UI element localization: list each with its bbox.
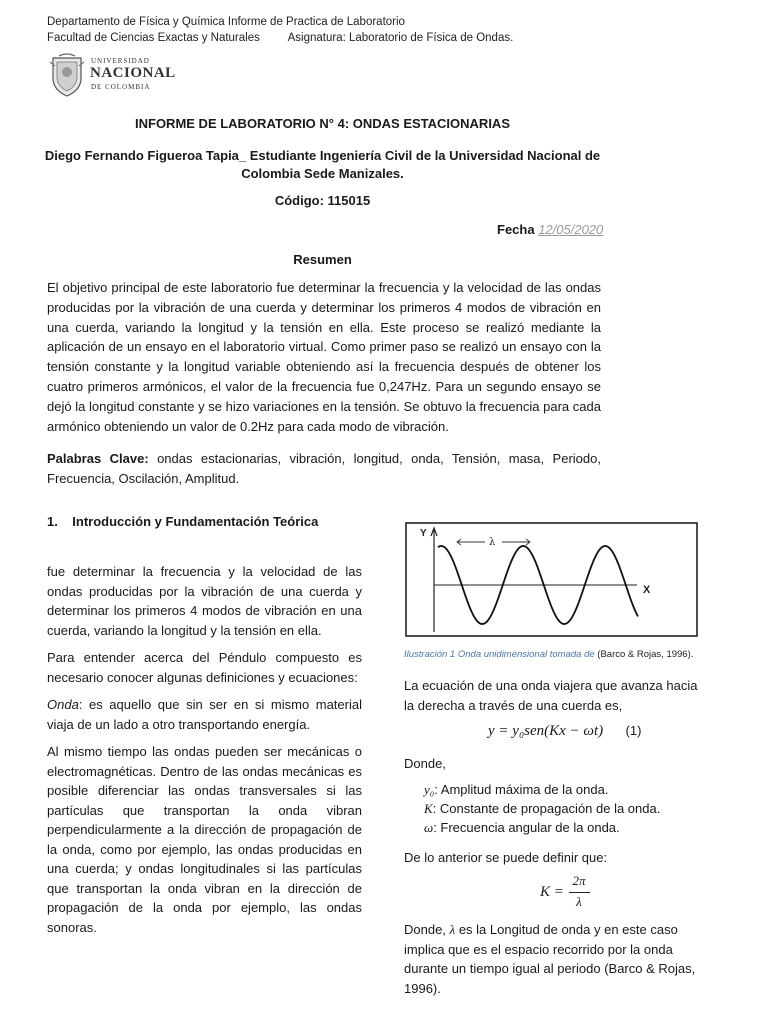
right-paragraph-2: De lo anterior se puede definir que: bbox=[404, 850, 608, 865]
left-paragraph-3 bbox=[47, 695, 362, 734]
right-paragraph-1: La ecuación de una onda viajera que avanza hacia la derecha a través de una cuerda es, bbox=[404, 678, 698, 713]
symbol-lambda: λ bbox=[449, 922, 456, 937]
definition-amplitude-text: : Amplitud máxima de la onda. bbox=[434, 782, 609, 797]
symbol-omega: ω bbox=[424, 820, 434, 835]
definition-omega bbox=[424, 818, 620, 838]
header-line-2 bbox=[47, 30, 513, 46]
left-paragraph-1: fue determinar la frecuencia y la velocidad de las ondas producidas por la vibración de una cuerda y determinar los primeros 4 modos de vibración en una cuerda, variando la longitud y la tensión en ella. bbox=[47, 564, 362, 638]
right-paragraph-3-start: Donde, bbox=[404, 922, 446, 937]
symbol-y0: y₀ bbox=[424, 782, 435, 797]
figure-frame bbox=[406, 523, 697, 636]
y-axis-label: Y bbox=[420, 528, 427, 539]
date-line bbox=[497, 222, 603, 237]
keywords-label: Palabras Clave: bbox=[47, 451, 149, 466]
student-code: Código: 115015 bbox=[274, 193, 371, 208]
definition-k-text: : Constante de propagación de la onda. bbox=[432, 801, 661, 816]
definition-k bbox=[424, 799, 660, 819]
right-paragraph-3-rest: es la Longitud de onda y en este caso implica que es el espacio recorrido por la onda durante un tiempo igual al periodo (Barco & Rojas, 1996). bbox=[404, 922, 696, 996]
header-faculty: Facultad de Ciencias Exactas y Naturales bbox=[47, 32, 260, 44]
fraction-bar bbox=[569, 892, 590, 893]
keywords-text: ondas estacionarias, vibración, longitud, onda, Tensión, masa, Periodo, Frecuencia, Oscilación, Amplitud. bbox=[47, 451, 601, 486]
caption-reference: (Barco & Rojas, 1996). bbox=[597, 649, 694, 660]
x-axis-label: X bbox=[643, 584, 651, 596]
equation-2-denominator: λ bbox=[576, 894, 582, 909]
university-logo bbox=[47, 52, 187, 98]
author-line-1: Diego Fernando Figueroa Tapia_ Estudiante Ingeniería Civil de la Universidad Nacional de bbox=[44, 148, 601, 163]
onda-definition: : es aquello que sin ser en si mismo material viaja de un lado a otro transportando energía. bbox=[47, 697, 362, 732]
keywords bbox=[47, 449, 601, 488]
equation-2-numerator: 2π bbox=[572, 873, 586, 888]
equation-1-body: y = y₀sen(Kx − ωt) bbox=[488, 723, 604, 739]
equation-1-number: (1) bbox=[625, 723, 642, 738]
lambda-label: λ bbox=[489, 537, 496, 548]
section-1-heading: 1. Introducción y Fundamentación Teórica bbox=[47, 514, 319, 529]
logo-top-text: UNIVERSIDAD bbox=[91, 57, 150, 65]
symbol-k: K bbox=[424, 801, 433, 816]
equation-2-lhs: K = bbox=[540, 884, 564, 900]
equation-1 bbox=[488, 722, 641, 740]
figure-caption bbox=[404, 649, 693, 660]
abstract-text: El objetivo principal de este laboratorio fue determinar la frecuencia y la velocidad de las ondas producidas por la vibración de una cuerda y determinar los primeros 4 modos de vibración en una cuerda, variando la longitud y la tensión en ella. Este proceso se realizó mediante la aplicación de un ensayo en el laboratorio virtual. Como primer paso se realizó un ensayo con la tensión constante y la longitud variable obteniendo así la frecuencia después de obtener los cuatro primeros armónicos, el valor de la frecuencia fue 0,247Hz. Para un segundo ensayo se dejó la longitud constante y se hizo variaciones en la tensión. Se obtuvo la frecuencia para cada armónico obteniendo un valor de 0.2Hz para cada modo de vibración. bbox=[47, 280, 601, 434]
wave-figure bbox=[402, 508, 702, 640]
donde-label: Donde, bbox=[404, 756, 446, 771]
left-paragraph-4: Al mismo tiempo las ondas pueden ser mecánicas o electromagnéticas. Dentro de las ondas mecánicas es posible diferenciar las ondas transversales si las partículas que transportan la onda vibran perpendicularmente a la dirección de propagación de la onda, como por ejemplo, las ondas producidas en una cuerda; y ondas longitudinales si las partículas que transportan la onda vibran en la dirección de propagación de la onda por ejemplo, las ondas sonoras. bbox=[47, 744, 362, 935]
header-line-1: Departamento de Física y Química Informe de Practica de Laboratorio bbox=[47, 16, 405, 28]
right-paragraph-3 bbox=[404, 920, 704, 998]
abstract-heading: Resumen bbox=[293, 252, 352, 267]
equation-2 bbox=[540, 873, 610, 913]
onda-term: Onda bbox=[47, 697, 79, 712]
report-title: INFORME DE LABORATORIO N° 4: ONDAS ESTACIONARIAS bbox=[135, 116, 510, 131]
left-paragraph-2: Para entender acerca del Péndulo compuesto es necesario conocer algunas definiciones y ecuaciones: bbox=[47, 650, 362, 685]
definition-amplitude bbox=[424, 780, 608, 800]
date-label: Fecha bbox=[497, 222, 535, 237]
date-value: 12/05/2020 bbox=[538, 222, 604, 237]
coat-of-arms-icon bbox=[47, 52, 87, 98]
logo-bottom-text: DE COLOMBIA bbox=[91, 83, 151, 91]
author-line-2: Colombia Sede Manizales. bbox=[241, 166, 404, 181]
header-subject: Asignatura: Laboratorio de Física de Ondas. bbox=[287, 32, 514, 44]
logo-main-text: NACIONAL bbox=[90, 65, 176, 81]
definition-omega-text: : Frecuencia angular de la onda. bbox=[433, 820, 620, 835]
caption-text: Ilustración 1 Onda unidimensional tomada de bbox=[404, 649, 595, 660]
